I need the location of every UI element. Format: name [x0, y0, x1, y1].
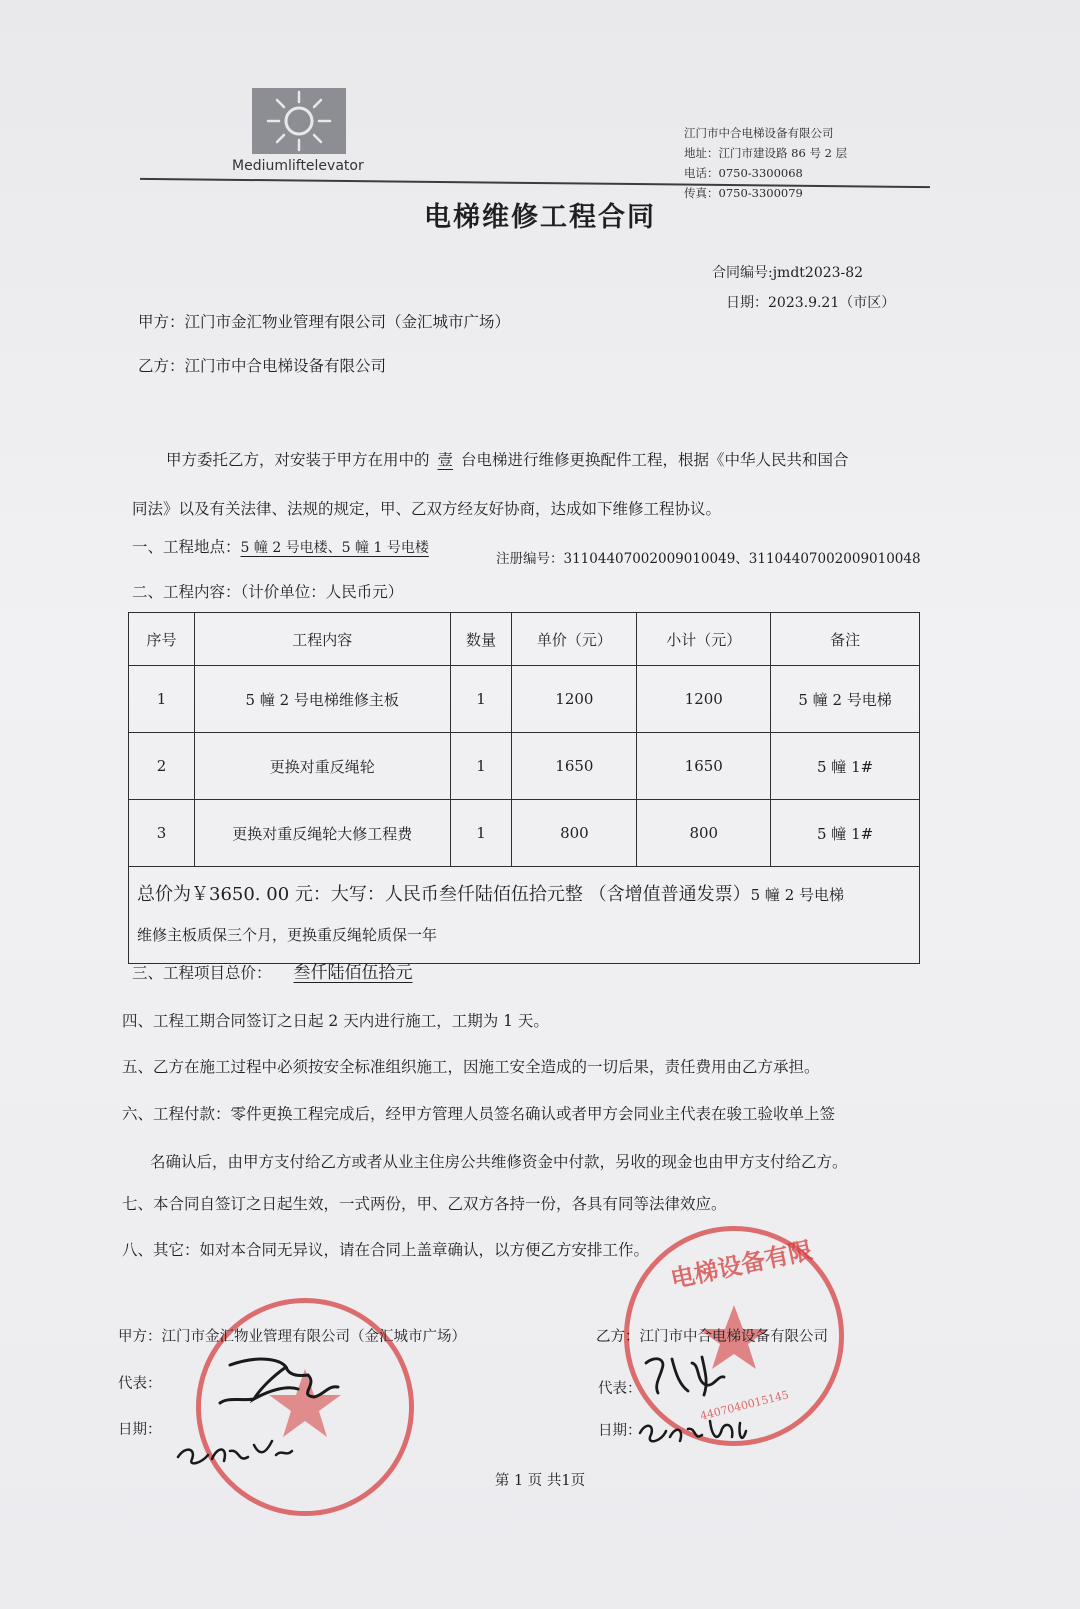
total-amount: 总价为￥3650. 00 元：大写：人民币叁仟陆佰伍拾元整 （含增值普通发票） [137, 884, 751, 905]
cell-note: 5 幢 2 号电梯 [771, 666, 920, 733]
registration-numbers: 31104407002009010049、31104407002009010048 [563, 551, 921, 567]
cell-note: 5 幢 1# [771, 800, 920, 867]
clause-3 [132, 958, 423, 983]
intro-line-1 [166, 448, 849, 470]
cell-no: 3 [129, 800, 195, 867]
sign-party-a-date: 日期： [118, 1422, 162, 1438]
cell-price: 1200 [512, 666, 637, 733]
party-b-handwritten-signature [636, 1345, 776, 1455]
table-row [129, 666, 920, 733]
cell-content: 更换对重反绳轮 [194, 733, 450, 800]
intro-line-2: 同法》以及有关法律、法规的规定，甲、乙双方经友好协商，达成如下维修工程协议。 [132, 500, 722, 518]
work-items-table [128, 612, 920, 964]
logo-text: Mediumliftelevator [232, 158, 364, 174]
party-a: 甲方：江门市金汇物业管理有限公司（金汇城市广场） [138, 313, 511, 331]
cell-subtotal: 800 [637, 800, 771, 867]
cell-subtotal: 1200 [637, 666, 771, 733]
sign-party-a-rep: 代表： [118, 1376, 162, 1392]
col-header-price: 单价（元） [512, 613, 637, 666]
cell-subtotal: 1650 [637, 733, 771, 800]
intro-before: 甲方委托乙方，对安装于甲方在用中的 [166, 451, 430, 469]
sign-party-a: 甲方：江门市金汇物业管理有限公司（金汇城市广场） [118, 1329, 466, 1345]
section-2-heading: 二、工程内容：（计价单位：人民币元） [132, 583, 404, 601]
party-a-handwritten-signature [168, 1345, 368, 1475]
clause-5: 五、乙方在施工过程中必须按安全标准组织施工，因施工安全造成的一切后果，责任费用由乙方承担。 [122, 1058, 820, 1076]
cell-content: 5 幢 2 号电梯维修主板 [194, 666, 450, 733]
table-row [129, 733, 920, 800]
contract-number: 合同编号:jmdt2023-82 [712, 265, 864, 281]
cell-content: 更换对重反绳轮大修工程费 [194, 800, 450, 867]
col-header-content: 工程内容 [194, 613, 450, 666]
company-phone: 电话：0750-3300068 [684, 166, 803, 180]
total-cell [129, 867, 920, 964]
cell-price: 800 [512, 800, 637, 867]
cell-no: 1 [129, 666, 195, 733]
location-label: 一、工程地点： [132, 538, 241, 556]
section-1 [132, 535, 429, 557]
table-row [129, 800, 920, 867]
cell-no: 2 [129, 733, 195, 800]
sign-party-b-date: 日期： [598, 1423, 642, 1439]
registration [496, 547, 921, 567]
clause-6-line-2: 名确认后，由甲方支付给乙方或者从业主住房公共维修资金中付款，另收的现金也由甲方支付给乙方。 [150, 1153, 848, 1171]
seal-b-number: 4407040015145 [698, 1388, 791, 1423]
registration-label: 注册编号： [496, 551, 564, 567]
company-fax: 传真：0750-3300079 [684, 186, 803, 200]
clause-4: 四、工程工期合同签订之日起 2 天内进行施工，工期为 1 天。 [122, 1012, 549, 1030]
total-row [129, 867, 920, 964]
warranty-note: 维修主板质保三个月，更换重反绳轮质保一年 [137, 926, 438, 944]
company-name: 江门市中合电梯设备有限公司 [684, 126, 834, 140]
elevator-count: 壹 [437, 451, 454, 469]
seal-b-text: 电梯设备有限 [667, 1235, 815, 1294]
cell-price: 1650 [512, 733, 637, 800]
company-address: 地址：江门市建设路 86 号 2 层 [684, 146, 848, 160]
sign-party-b: 乙方：江门市中合电梯设备有限公司 [596, 1329, 828, 1345]
location-value: 5 幢 2 号电楼、5 幢 1 号电楼 [240, 540, 429, 556]
clause-7: 七、本合同自签订之日起生效，一式两份，甲、乙双方各持一份，各具有同等法律效应。 [122, 1195, 727, 1213]
clause-8: 八、其它：如对本合同无异议，请在合同上盖章确认，以方便乙方安排工作。 [122, 1241, 650, 1259]
clause-3-value: 叁仟陆佰伍拾元 [293, 963, 413, 983]
col-header-note: 备注 [771, 613, 920, 666]
cell-qty: 1 [450, 800, 512, 867]
clause-3-label: 三、工程项目总价： [132, 964, 272, 982]
cell-qty: 1 [450, 666, 512, 733]
total-note-tail: 5 幢 2 号电梯 [750, 886, 845, 904]
col-header-no: 序号 [129, 613, 195, 666]
party-b: 乙方：江门市中合电梯设备有限公司 [138, 357, 387, 375]
sign-party-b-rep: 代表： [598, 1381, 642, 1397]
cell-qty: 1 [450, 733, 512, 800]
col-header-qty: 数量 [450, 613, 512, 666]
table-header-row [129, 613, 920, 666]
contract-date: 日期：2023.9.21（市区） [726, 295, 896, 311]
company-header [684, 123, 847, 203]
cell-note: 5 幢 1# [771, 733, 920, 800]
intro-after: 台电梯进行维修更换配件工程，根据《中华人民共和国合 [461, 451, 849, 469]
col-header-subtotal: 小计（元） [637, 613, 771, 666]
clause-6-line-1: 六、工程付款：零件更换工程完成后，经甲方管理人员签名确认或者甲方会同业主代表在骏工验收单上签 [122, 1105, 836, 1123]
page-title: 电梯维修工程合同 [424, 202, 656, 233]
page-footer: 第 1 页 共1页 [494, 1473, 586, 1489]
sun-logo-icon [252, 88, 346, 154]
